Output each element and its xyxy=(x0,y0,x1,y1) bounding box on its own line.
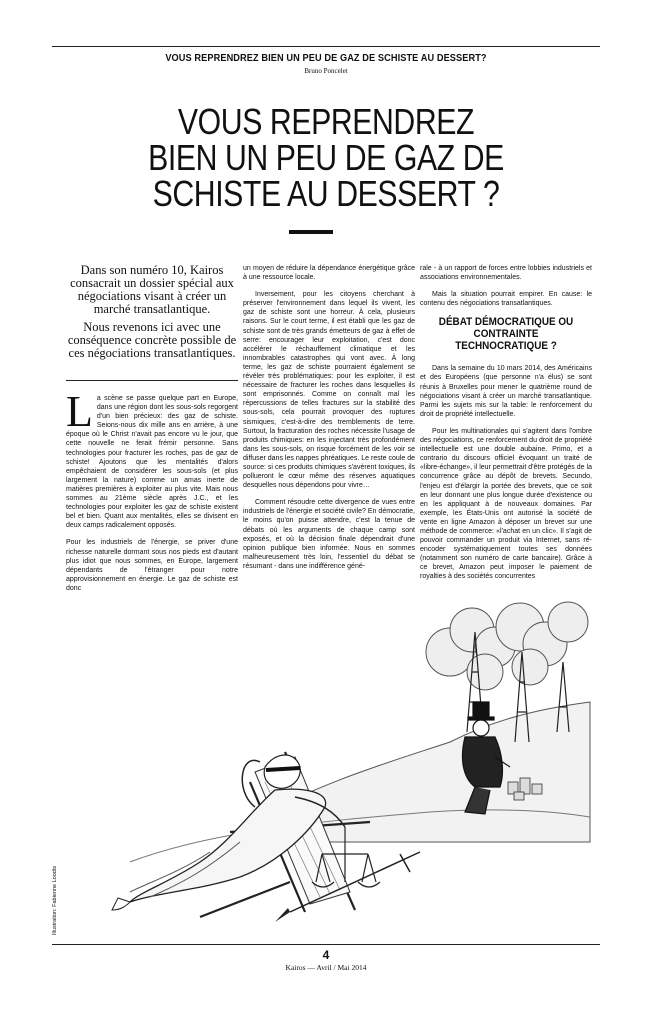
headline-underline xyxy=(289,230,333,234)
col2-paragraph-3: Comment résoudre cette divergence de vues entre industriels de l'énergie et société civile? En démocratie, le moins qu'on puisse attendre, c'est la tenue de débats où les arguments de chaque camp sont exposés, et où la décision finale dépendrait d'une opinion publique bien informée. Nous en sommes malheureusement très loin, l'essentiel du débat se résumant - dans une indifférence géné- xyxy=(243,499,415,570)
col2-paragraph-2: Inversement, pour les citoyens cherchant à préserver l'environnement dans lequel ils vivent, les gaz de schiste sont une horreur. À cela, plusieurs raisons. Sur le court terme, il est établi que les gaz de schiste sont de très grands émetteurs de gaz à effet de serre: encourager leur exploitation, c'est donc accélérer le réchauffement climatique et les innombrables catastrophes qui vont avec. À long terme, les gaz de schiste pourraient également se révéler très problématiques: pour les exploiter, il est nécessaire de fracturer les roches dans lesquelles ils sont emprisonnés. Comme on connaît mal les répercussions de telles fractures sur la stabilité des sous-sols, cela pourrait provoquer des ruptures sismiques, c'est-à-dire des tremblements de terre. Surtout, la fracturation des roches nécessite l'usage de produits chimiques: en les injectant très profondément dans les sous-sols, on risque forcément de les voir se diffuser dans les nappes phréatiques. Le reste coule de source: si ces produits chimiques s'avèrent toxiques, ils pollueront le cœur même des réserves aquatiques desquelles nous dépendons pour vivre… xyxy=(243,291,415,490)
headline-line-3: SCHISTE AU DESSERT ? xyxy=(152,173,500,214)
lead-text-2: Nous revenons ici avec une conséquence concrète possible de ces négociations transatlantiques. xyxy=(67,320,237,360)
running-author: Bruno Poncelet xyxy=(304,67,348,75)
col1-paragraph-1: La scène se passe quelque part en Europe, dans une région dont les sous-sols regorgent d'un bien précieux: des gaz de schiste. Seions-nous dix mille ans en arrière, à une époque où le Christ n'avait pas encore vu le jour, que cette nouvelle ne ferait frémir personne. Sans technologies pour fracturer les roches, pas de gaz de schiste! Ajoutons que les mentalités d'alors empêchaient de considérer les sous-sols (et plus largement la nature) comme un amas inerte de matières premières à exploiter au plus vite. Mais nous sommes au 21ème siècle après J.C., et les technologies pour exploiter les gaz de schiste existent bel et bien. Quant aux mentalités, elles se divisent en deux camps radicalement opposés. xyxy=(66,387,238,530)
footer-rule xyxy=(52,944,600,945)
col3-paragraph-3: Dans la semaine du 10 mars 2014, des Américains et des Européens (que personne n'a élus) se sont réunis à Bruxelles pour mener le quatrième round de négociations visant à créer un marché transatlantique. Parmi les sujets mis sur la table: le renforcement du droit de propriété intellectuelle. xyxy=(420,365,592,418)
drop-cap: L xyxy=(66,387,93,436)
illustration-justice-gas xyxy=(90,592,610,942)
lead-divider xyxy=(66,380,238,381)
headline-line-1: VOUS REPRENDREZ xyxy=(177,101,475,142)
col3-paragraph-4: Pour les multinationales qui s'agitent dans l'ombre des négociations, ce renforcement du droit de propriété intellectuelle est une double aubaine. Primo, et a contrario du discours officiel évoquant un traité de «libre-échange», il leur permettrait d'être protégés de la concurrence grâce au dépôt de brevets. Secundo, l'enjeu est d'élargir la portée des brevets, que ce soit en leur donnant une plus longue durée d'existence ou en les appliquant à de nouveaux domaines. Par exemple, les États-Unis ont autorisé la société de vente en ligne Amazon à déposer un brevet sur une méthode de commerce: «l'achat en un clic». Il s'agit de pouvoir commander un produit via Internet, sans ré-encoder systématiquement toutes ses données (notamment son numéro de carte bancaire). Grâce à ce brevet, Amazon peut imposer le paiement de royalties à des sociétés concurrentes xyxy=(420,427,592,581)
running-title: VOUS REPRENDREZ BIEN UN PEU DE GAZ DE SCHISTE AU DESSERT? xyxy=(165,53,487,64)
lead-paragraph xyxy=(66,264,238,365)
section-heading: DÉBAT DÉMOCRATIQUE OU CONTRAINTE TECHNOCRATIQUE ? xyxy=(438,316,574,353)
page-number: 4 xyxy=(322,948,330,962)
col3-paragraph-1: rale - à un rapport de forces entre lobbies industriels et associations environnementales. xyxy=(420,265,592,282)
page-title xyxy=(52,101,600,214)
footer-issue: Kairos — Avril / Mai 2014 xyxy=(285,963,367,972)
illustration-credit: Illustration: Fabienne Loodts xyxy=(52,865,58,935)
col1-paragraph-2: Pour les industriels de l'énergie, se priver d'une richesse naturelle dormant sous nos pieds est d'autant plus idiot que nous sommes, en Europe, largement dépendants de l'étranger pour notre approvisionnement en énergie. Le gaz de schiste est donc xyxy=(66,539,238,592)
article-column-1 xyxy=(66,387,238,601)
col3-paragraph-2: Mais la situation pourrait empirer. En cause: le contenu des négociations transatlantiques. xyxy=(420,291,592,308)
header-rule-top xyxy=(52,46,600,47)
lead-text-1: Dans son numéro 10, Kairos consacrait un dossier spécial aux négociations visant à créer un marché transatlantique. xyxy=(70,263,234,316)
headline-line-2: BIEN UN PEU DE GAZ DE xyxy=(148,137,504,178)
col2-paragraph-1: un moyen de réduire la dépendance énergétique grâce à une ressource locale. xyxy=(243,265,415,282)
article-column-2 xyxy=(243,264,415,579)
article-column-3 xyxy=(420,264,592,590)
